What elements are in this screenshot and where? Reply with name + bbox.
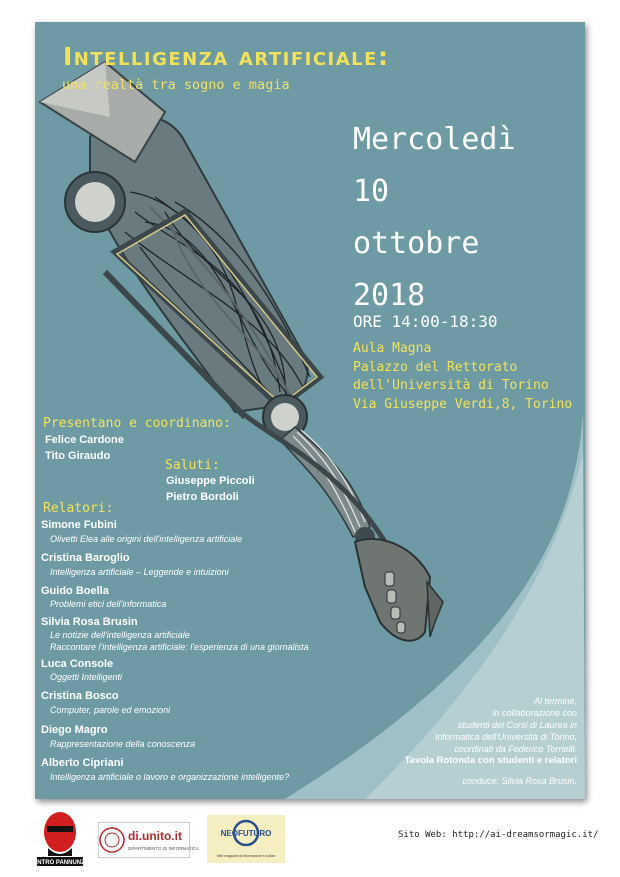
speaker-name: Cristina Bosco bbox=[41, 690, 119, 702]
event-subtitle: una realtà tra sogno e magia bbox=[62, 77, 290, 93]
speaker-topic: Intelligenza artificiale o lavoro e organizzazione intelligente? bbox=[50, 772, 290, 782]
round-table-note bbox=[367, 695, 577, 787]
presenters-heading: Presentano e coordinano: bbox=[43, 416, 231, 431]
speaker-name: Luca Console bbox=[41, 658, 114, 670]
venue-line: Via Giuseppe Verdi,8, Torino bbox=[353, 396, 573, 412]
closing-line: Al termine, bbox=[533, 696, 577, 706]
event-poster bbox=[35, 22, 585, 799]
speaker-name: Silvia Rosa Brusin bbox=[41, 616, 138, 628]
unito-name: di.unito.it bbox=[128, 829, 182, 843]
neofuturo-tagline: Web magazine di informazione e cultura bbox=[216, 854, 276, 858]
speaker-topic: Le notizie dell'intelligenza artificiale bbox=[50, 630, 190, 640]
round-table-title: Tavola Rotonda con studenti e relatori bbox=[404, 755, 577, 766]
presenter-name: Felice Cardone bbox=[45, 434, 124, 446]
speaker-name: Diego Magro bbox=[41, 724, 108, 736]
date-day: 10 bbox=[353, 174, 390, 209]
event-venue bbox=[353, 340, 572, 414]
greeting-name: Pietro Bordoli bbox=[166, 491, 239, 503]
closing-line: coordinati da Federico Torrielli: bbox=[454, 744, 577, 754]
speakers-heading: Relatori: bbox=[43, 501, 114, 516]
pannunzio-label: CENTRO PANNUNZIO bbox=[28, 860, 92, 866]
centro-pannunzio-logo bbox=[28, 808, 92, 868]
presenter-name: Tito Giraudo bbox=[45, 450, 111, 462]
unito-logo bbox=[98, 822, 200, 858]
date-weekday: Mercoledì bbox=[353, 122, 516, 157]
shoulder-joint-cap bbox=[75, 182, 115, 222]
date-year: 2018 bbox=[353, 278, 426, 313]
speaker-name: Simone Fubini bbox=[41, 519, 117, 531]
closing-line: studenti dei Corsi di Laurea in bbox=[457, 720, 577, 730]
speaker-topic: Intelligenza artificiale – Leggende e intuizioni bbox=[50, 567, 229, 577]
neofuturo-logo bbox=[207, 815, 285, 863]
venue-line: dell'Università di Torino bbox=[353, 378, 549, 393]
speaker-topic: Oggetti Intelligenti bbox=[50, 672, 123, 682]
event-title: Intelligenza artificiale: bbox=[63, 42, 390, 71]
speaker-topic: Computer, parole ed emozioni bbox=[50, 705, 171, 715]
event-hours: ORE 14:00-18:30 bbox=[353, 312, 498, 331]
speaker-topic: Olivetti Elea alle origini dell'intelligenza artificiale bbox=[50, 534, 243, 544]
event-date bbox=[353, 114, 516, 322]
website-link[interactable]: Sito Web: http://ai-dreamsormagic.it/ bbox=[398, 830, 599, 840]
greeting-name: Giuseppe Piccoli bbox=[166, 475, 255, 487]
speaker-topic: Raccontare l'intelligenza artificiale: l'esperienza di una giornalista bbox=[50, 642, 309, 652]
neofuturo-name: NEOFUTURO bbox=[220, 829, 272, 838]
speaker-name: Cristina Baroglio bbox=[41, 552, 130, 564]
closing-line: in collaborazione con bbox=[492, 708, 577, 718]
date-month: ottobre bbox=[353, 226, 480, 261]
forearm bbox=[280, 427, 370, 537]
greetings-heading: Saluti: bbox=[165, 458, 220, 473]
round-table-moderator: conduce: Silvia Rosa Brusin. bbox=[462, 776, 577, 786]
venue-line: Aula Magna bbox=[353, 341, 432, 356]
robot-thumb bbox=[427, 582, 443, 637]
venue-line: Palazzo del Rettorato bbox=[353, 359, 518, 375]
speaker-topic: Problemi etici dell'informatica bbox=[50, 599, 167, 609]
speaker-name: Alberto Cipriani bbox=[41, 757, 124, 769]
speaker-topic: Rappresentazione della conoscenza bbox=[50, 739, 196, 749]
closing-line: Informatica dell'Università di Torino, bbox=[435, 732, 577, 742]
speaker-name: Guido Boella bbox=[41, 585, 109, 597]
unito-department: DIPARTIMENTO DI INFORMATICA bbox=[128, 846, 200, 851]
pannunzio-glasses bbox=[47, 826, 73, 832]
